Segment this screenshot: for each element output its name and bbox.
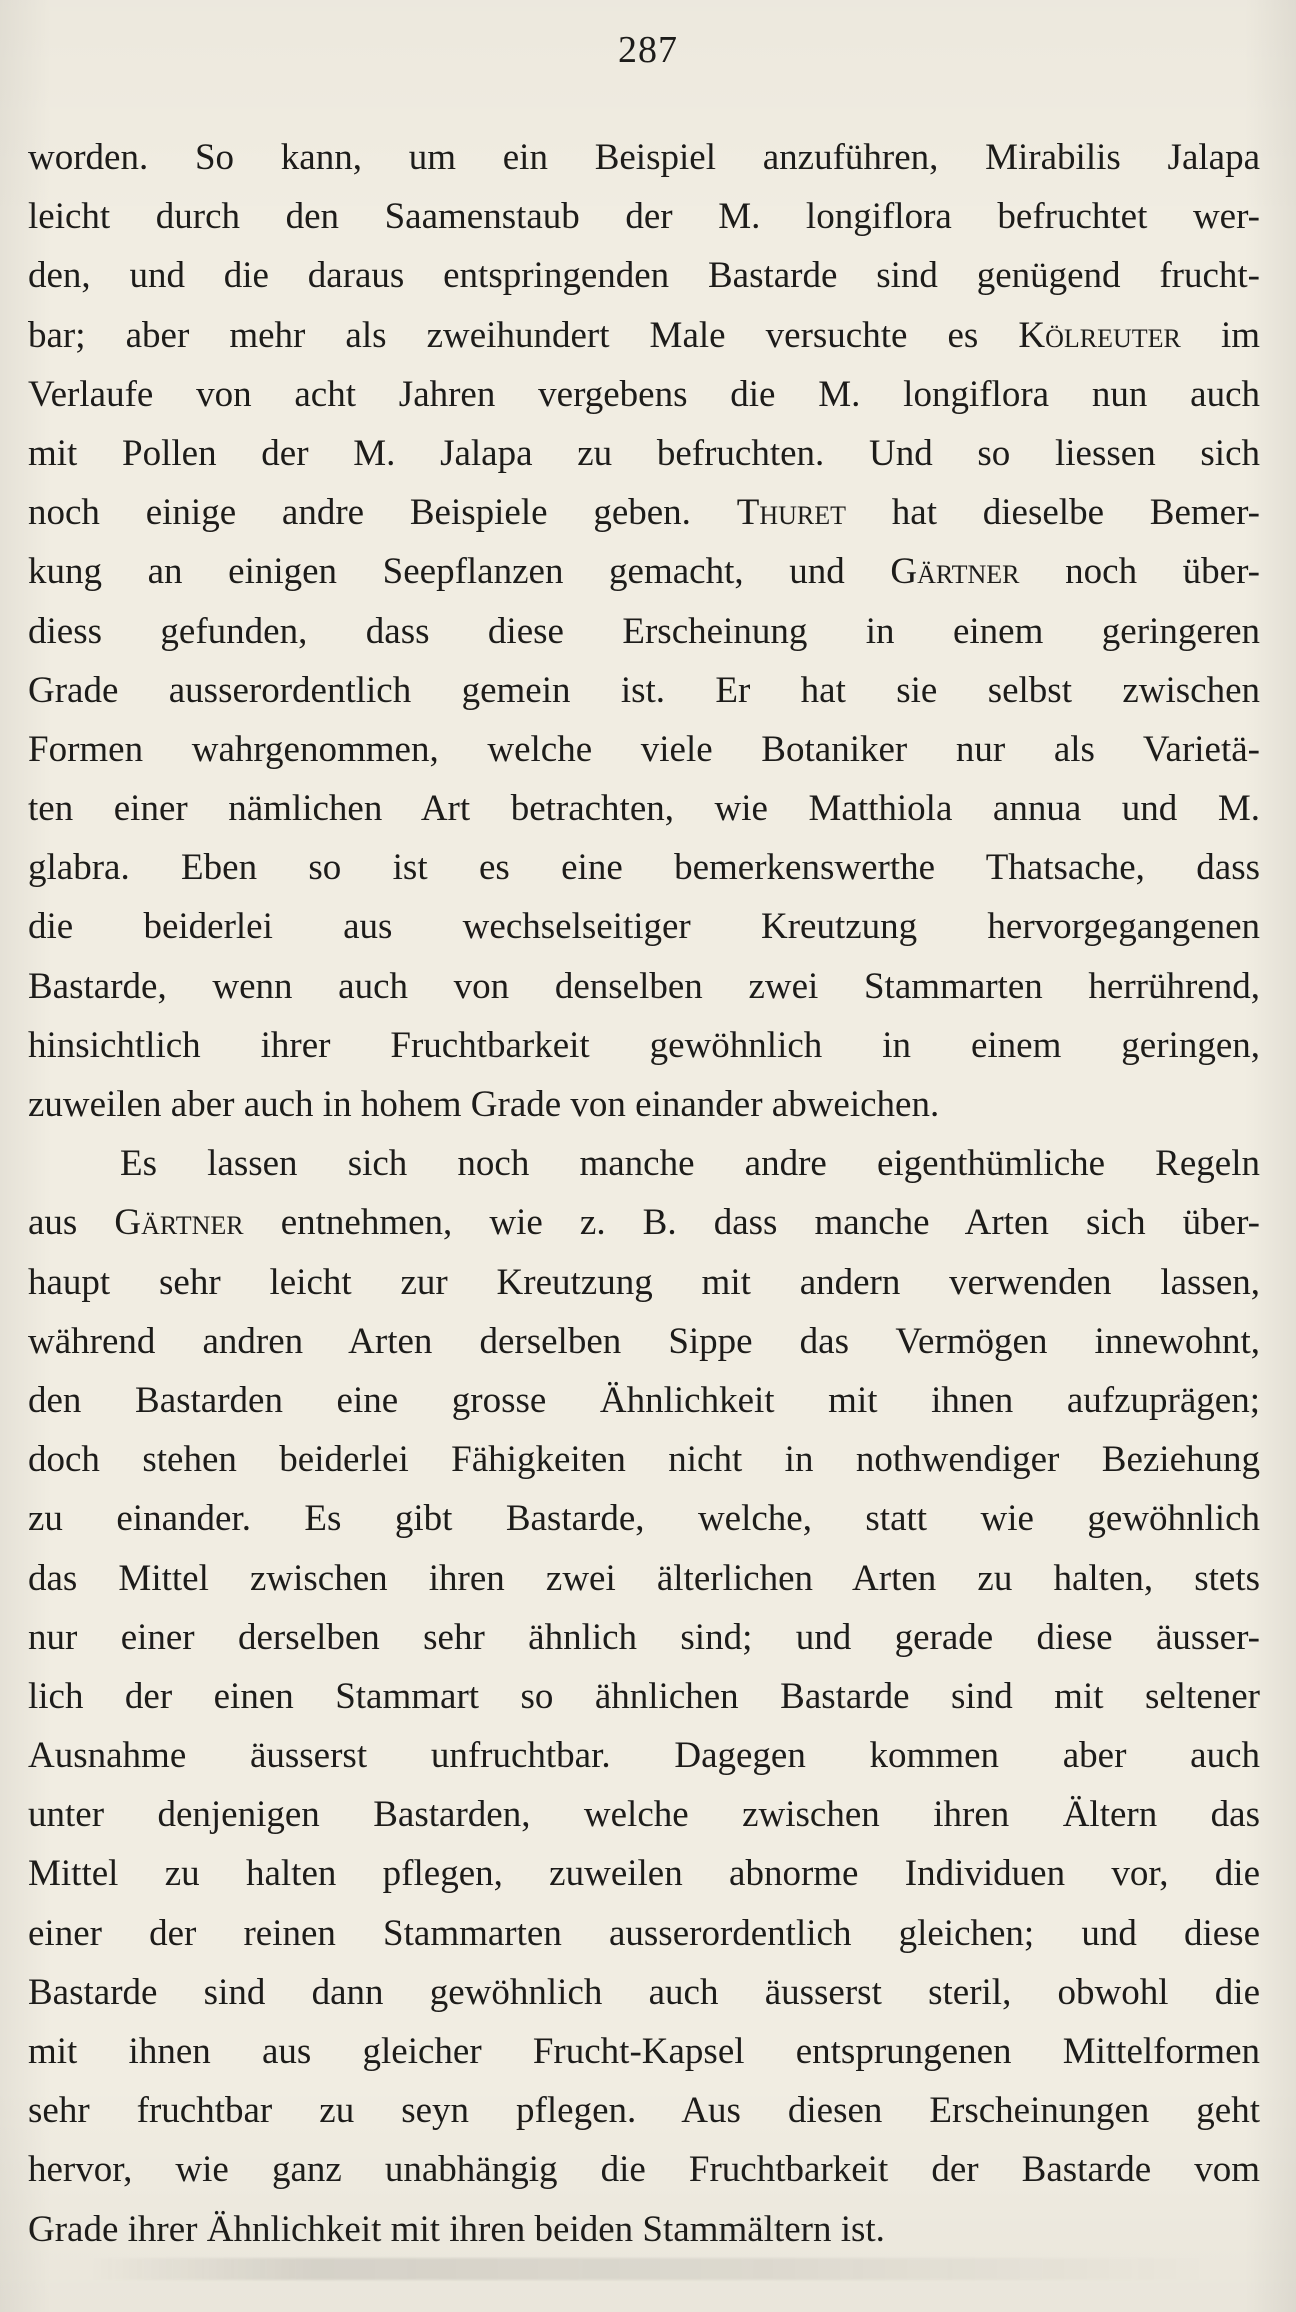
text-line: glabra. Eben so ist es eine bemerkenswerthe Thatsache, dass (28, 847, 1260, 889)
text-line: hinsichtlich ihrer Fruchtbarkeit gewöhnlich in einem geringen, (28, 1024, 1260, 1066)
text-line: das Mittel zwischen ihren zwei älterlichen Arten zu halten, stets (28, 1557, 1260, 1599)
text-line: einer der reinen Stammarten ausserordentlich gleichen; und diese (28, 1912, 1260, 1954)
text-line: mit Pollen der M. Jalapa zu befruchten. Und so liessen sich (28, 432, 1260, 474)
page-number: 287 (618, 29, 678, 71)
text-line: Ausnahme äusserst unfruchtbar. Dagegen kommen aber auch (28, 1735, 1260, 1777)
text-line: Grade ausserordentlich gemein ist. Er hat sie selbst zwischen (28, 669, 1260, 711)
text-line: nur einer derselben sehr ähnlich sind; und gerade diese äusser- (28, 1616, 1260, 1658)
text-line: Verlaufe von acht Jahren vergebens die M. longiflora nun auch (28, 373, 1260, 415)
text-line: mit ihnen aus gleicher Frucht-Kapsel entsprungenen Mittelformen (28, 2031, 1260, 2072)
text-line: den Bastarden eine grosse Ähnlichkeit mit ihnen aufzuprägen; (28, 1379, 1260, 1421)
text-line: zuweilen aber auch in hohem Grade von einander abweichen. (28, 1084, 940, 1125)
text-line: während andren Arten derselben Sippe das Vermögen innewohnt, (28, 1320, 1260, 1362)
text-line: worden. So kann, um ein Beispiel anzuführen, Mirabilis Jalapa (28, 137, 1260, 178)
author-name: Kölreuter (1018, 314, 1181, 356)
text-line: Bastarde sind dann gewöhnlich auch äusserst steril, obwohl die (28, 1971, 1260, 2013)
text-line: Formen wahrgenommen, welche viele Botaniker nur als Varietä- (28, 728, 1260, 770)
text-line: Bastarde, wenn auch von denselben zwei Stammarten herrührend, (28, 965, 1260, 1007)
text-line: aus Gärtner entnehmen, wie z. B. dass manche Arten sich über- (28, 1202, 1260, 1244)
text-line: Grade ihrer Ähnlichkeit mit ihren beiden Stammältern ist. (28, 2208, 885, 2250)
text-line: Es lassen sich noch manche andre eigenthümliche Regeln (120, 1143, 1260, 1185)
text-line: bar; aber mehr als zweihundert Male versuchte es Kölreuter im (28, 314, 1260, 356)
text-line: zu einander. Es gibt Bastarde, welche, statt wie gewöhnlich (28, 1498, 1260, 1540)
text-line: die beiderlei aus wechselseitiger Kreutzung hervorgegangenen (28, 906, 1260, 948)
text-line: diess gefunden, dass diese Erscheinung in einem geringeren (28, 610, 1260, 652)
text-line: haupt sehr leicht zur Kreutzung mit andern verwenden lassen, (28, 1261, 1260, 1303)
author-name: Thuret (736, 492, 846, 534)
text-line: noch einige andre Beispiele geben. Thuret hat dieselbe Bemer- (28, 492, 1260, 534)
show-through-shadow (90, 2258, 1210, 2280)
author-name: Gärtner (890, 551, 1020, 593)
author-name: Gärtner (114, 1202, 244, 1244)
text-line: Mittel zu halten pflegen, zuweilen abnorme Individuen vor, die (28, 1853, 1260, 1895)
text-line: kung an einigen Seepflanzen gemacht, und Gärtner noch über- (28, 551, 1260, 593)
text-line: unter denjenigen Bastarden, welche zwischen ihren Ältern das (28, 1794, 1260, 1836)
text-line: doch stehen beiderlei Fähigkeiten nicht in nothwendiger Beziehung (28, 1439, 1260, 1481)
text-line: lich der einen Stammart so ähnlichen Bastarde sind mit seltener (28, 1675, 1260, 1717)
text-line: ten einer nämlichen Art betrachten, wie Matthiola annua und M. (28, 788, 1260, 830)
text-line: den, und die daraus entspringenden Bastarde sind genügend frucht- (28, 255, 1260, 297)
text-line: leicht durch den Saamenstaub der M. longiflora befruchtet wer- (28, 196, 1260, 238)
body-text (28, 128, 1260, 2259)
text-line: sehr fruchtbar zu seyn pflegen. Aus diesen Erscheinungen geht (28, 2090, 1260, 2132)
text-line: hervor, wie ganz unabhängig die Fruchtbarkeit der Bastarde vom (28, 2149, 1260, 2191)
